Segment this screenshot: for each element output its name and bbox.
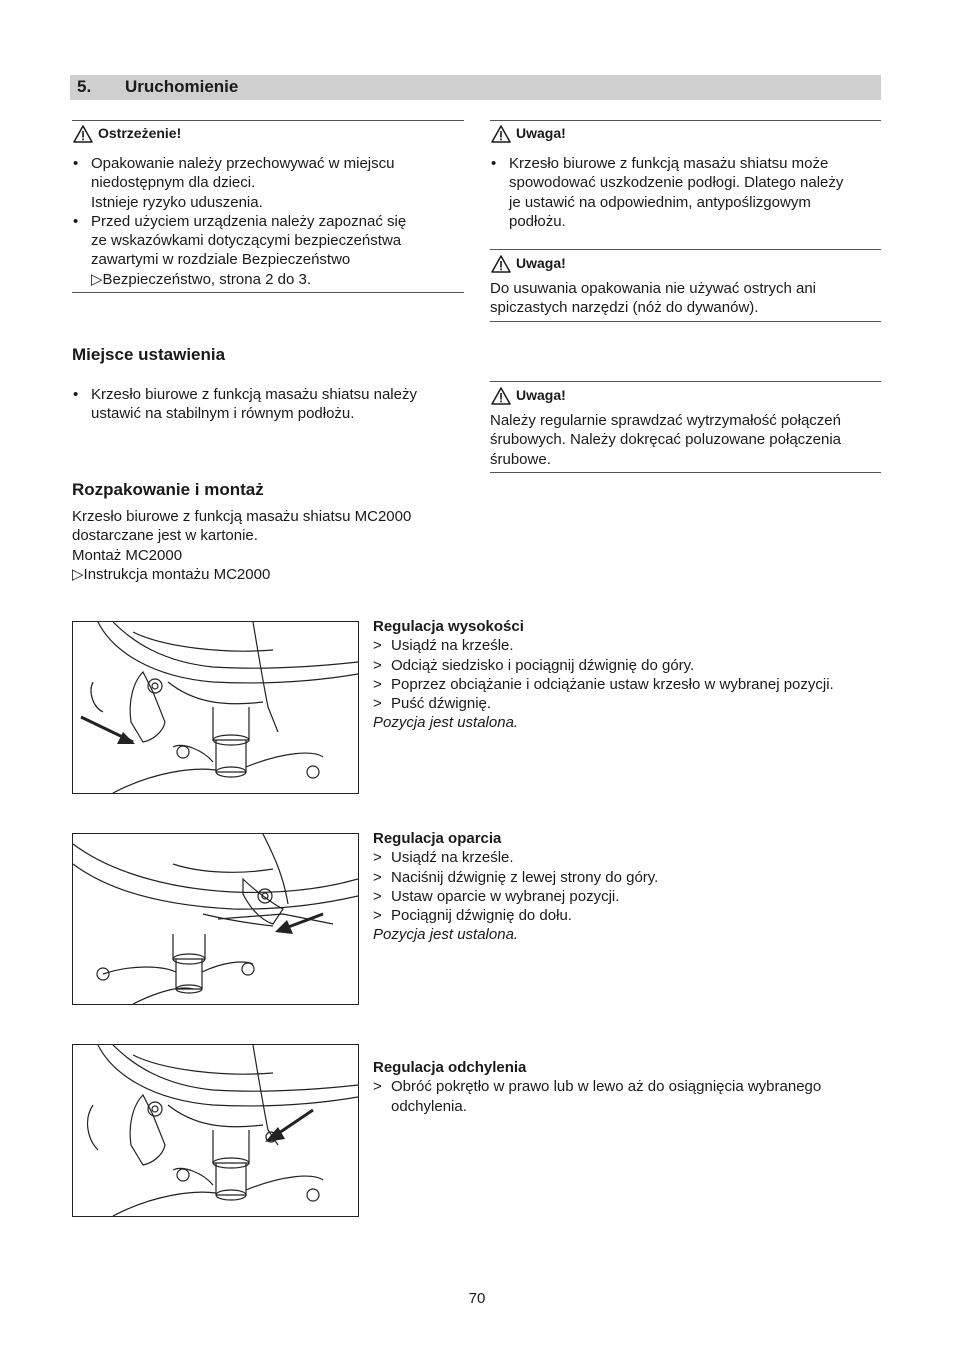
- caution-header: [490, 251, 881, 277]
- warning-header: [72, 121, 464, 147]
- backrest-adjustment-text: [373, 829, 883, 945]
- list-item: > Odciąż siedzisko i pociągnij dźwignię do góry.: [373, 656, 883, 675]
- tilt-adjustment-figure: [72, 1044, 359, 1217]
- tilt-steps: [373, 1077, 883, 1116]
- caution-list: [490, 154, 881, 231]
- placement-heading: Miejsce ustawienia: [72, 345, 226, 364]
- list-item: > Pociągnij dźwignię do dołu.: [373, 906, 883, 925]
- caution-header: [490, 383, 881, 409]
- height-adjustment-text: [373, 617, 883, 733]
- section-header: [70, 75, 881, 100]
- caution-text: Należy regularnie sprawdzać wytrzymałość połączeń śrubowych. Należy dokręcać poluzowane połączenia śrubowe.: [490, 412, 842, 468]
- backrest-steps: [373, 848, 883, 925]
- warning-triangle-icon: [491, 387, 511, 405]
- chair-illustration: [73, 1045, 358, 1216]
- tilt-adjustment-title: Regulacja odchylenia: [373, 1059, 527, 1076]
- list-item: > Usiądź na krześle.: [373, 848, 883, 867]
- unpacking-text: Krzesło biurowe z funkcją masażu shiatsu MC2000 dostarczane jest w kartonie. Montaż MC2000 ▷Instrukcja montażu MC2000: [72, 508, 412, 583]
- warning-triangle-icon: [491, 255, 511, 273]
- caution-title: Uwaga!: [516, 387, 566, 404]
- list-item: > Ustaw oparcie w wybranej pozycji.: [373, 887, 883, 906]
- caution-text: Do usuwania opakowania nie używać ostrych ani spiczastych narzędzi (nóż do dywanów).: [490, 280, 817, 317]
- caution-title: Uwaga!: [516, 125, 566, 142]
- height-adjustment-figure: [72, 621, 359, 794]
- list-item: • Przed użyciem urządzenia należy zapoznać się ze wskazówkami dotyczącymi bezpieczeństwa zawartymi w rozdziale Bezpieczeństwo ▷Bezpieczeństwo, strona 2 do 3.: [72, 212, 464, 289]
- height-adjustment-title: Regulacja wysokości: [373, 618, 524, 635]
- chair-illustration: [73, 834, 358, 1004]
- warning-triangle-icon: [491, 125, 511, 143]
- caution-header: [490, 121, 881, 147]
- tilt-adjustment-text: [373, 1058, 883, 1116]
- caution-box-packaging: [490, 249, 881, 322]
- backrest-result: Pozycja jest ustalona.: [373, 926, 519, 944]
- list-item: > Obróć pokrętło w prawo lub w lewo aż do osiągnięcia wybranego odchylenia.: [373, 1077, 883, 1116]
- list-item: > Poprzez obciążanie i odciążanie ustaw krzesło w wybranej pozycji.: [373, 675, 883, 694]
- caution-box-floor: [490, 120, 881, 235]
- warning-box: [72, 120, 464, 293]
- backrest-adjustment-title: Regulacja oparcia: [373, 830, 502, 847]
- warning-title: Ostrzeżenie!: [98, 125, 182, 142]
- height-steps: [373, 636, 883, 713]
- page-number: 70: [468, 1290, 486, 1307]
- warning-triangle-icon: [73, 125, 93, 143]
- section-number: 5.: [77, 77, 92, 96]
- unpacking-heading: Rozpakowanie i montaż: [72, 480, 264, 499]
- list-item: > Puść dźwignię.: [373, 694, 883, 713]
- chair-illustration: [73, 622, 358, 793]
- backrest-adjustment-figure: [72, 833, 359, 1005]
- list-item: • Krzesło biurowe z funkcją masażu shiatsu należy ustawić na stabilnym i równym podłożu.: [72, 385, 472, 424]
- warning-list: [72, 154, 464, 289]
- section-title: Uruchomienie: [125, 77, 239, 96]
- placement-list: [72, 385, 472, 424]
- list-item: • Opakowanie należy przechowywać w miejscu niedostępnym dla dzieci. Istnieje ryzyko uduszenia.: [72, 154, 464, 212]
- list-item: > Usiądź na krześle.: [373, 636, 883, 655]
- caution-title: Uwaga!: [516, 255, 566, 272]
- height-result: Pozycja jest ustalona.: [373, 714, 519, 732]
- list-item: > Naciśnij dźwignię z lewej strony do góry.: [373, 868, 883, 887]
- list-item: • Krzesło biurowe z funkcją masażu shiatsu może spowodować uszkodzenie podłogi. Dlatego należy je ustawić na odpowiednim, antypoślizgowym podłożu.: [490, 154, 881, 231]
- caution-box-screws: [490, 381, 881, 473]
